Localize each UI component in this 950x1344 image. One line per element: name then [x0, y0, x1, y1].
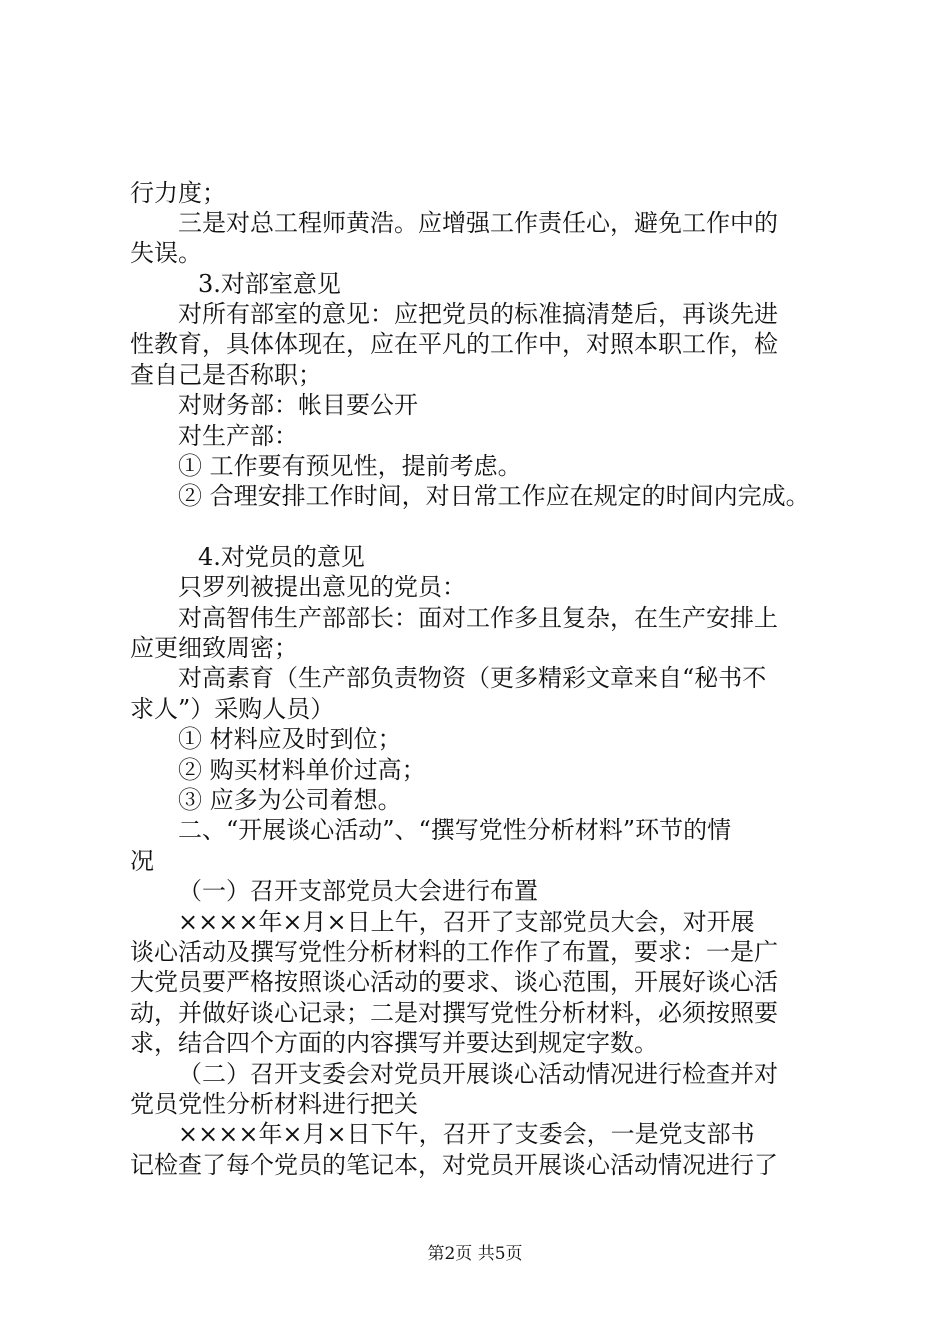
section-heading: 4.对党员的意见 — [198, 543, 365, 571]
text-line: 记检查了每个党员的笔记本，对党员开展谈心活动情况进行了 — [130, 1151, 778, 1179]
text-line: 对高智伟生产部部长：面对工作多且复杂，在生产安排上 — [178, 604, 778, 632]
list-item: ② 购买材料单价过高； — [178, 756, 426, 784]
text-line: 大党员要严格按照谈心活动的要求、谈心范围，开展好谈心活 — [130, 968, 778, 996]
text-line: 谈心活动及撰写党性分析材料的工作作了布置，要求：一是广 — [130, 938, 778, 966]
text-line: 性教育，具体体现在，应在平凡的工作中，对照本职工作，检 — [130, 330, 778, 358]
subsection-heading: （二）召开支委会对党员开展谈心活动情况进行检查并对 — [178, 1060, 778, 1088]
text-line: 应更细致周密； — [130, 634, 298, 662]
list-item: ③ 应多为公司着想。 — [178, 786, 402, 814]
text-line: 只罗列被提出意见的党员： — [178, 573, 466, 601]
text-line: 行力度； — [130, 179, 226, 207]
list-item: ① 材料应及时到位； — [178, 725, 402, 753]
text-line: 对财务部：帐目要公开 — [178, 391, 418, 419]
page-number-footer: 第2页 共5页 — [427, 1244, 523, 1264]
text-line: 况 — [130, 847, 154, 875]
list-item: ② 合理安排工作时间，对日常工作应在规定的时间内完成。 — [178, 482, 810, 510]
text-line: ××××年×月×日下午，召开了支委会，一是党支部书 — [178, 1120, 755, 1148]
subsection-heading: （一）召开支部党员大会进行布置 — [178, 877, 538, 905]
text-line: 对高素育（生产部负责物资（更多精彩文章来自“秘书不 — [178, 664, 767, 692]
text-line: 对所有部室的意见：应把党员的标准搞清楚后，再谈先进 — [178, 300, 778, 328]
section-heading: 二、“开展谈心活动”、“撰写党性分析材料”环节的情 — [178, 816, 732, 844]
text-line: ××××年×月×日上午，召开了支部党员大会，对开展 — [178, 908, 755, 936]
text-line: 失误。 — [130, 239, 202, 267]
list-item: ① 工作要有预见性，提前考虑。 — [178, 452, 522, 480]
text-line: 动，并做好谈心记录；二是对撰写党性分析材料，必须按照要 — [130, 999, 778, 1027]
text-line: 查自己是否称职； — [130, 361, 322, 389]
text-line: 党员党性分析材料进行把关 — [130, 1090, 418, 1118]
text-line: 三是对总工程师黄浩。应增强工作责任心，避免工作中的 — [178, 209, 778, 237]
text-line: 求人”）采购人员） — [130, 695, 335, 723]
section-heading: 3.对部室意见 — [198, 270, 341, 298]
text-line: 对生产部： — [178, 422, 298, 450]
text-line: 求，结合四个方面的内容撰写并要达到规定字数。 — [130, 1029, 658, 1057]
